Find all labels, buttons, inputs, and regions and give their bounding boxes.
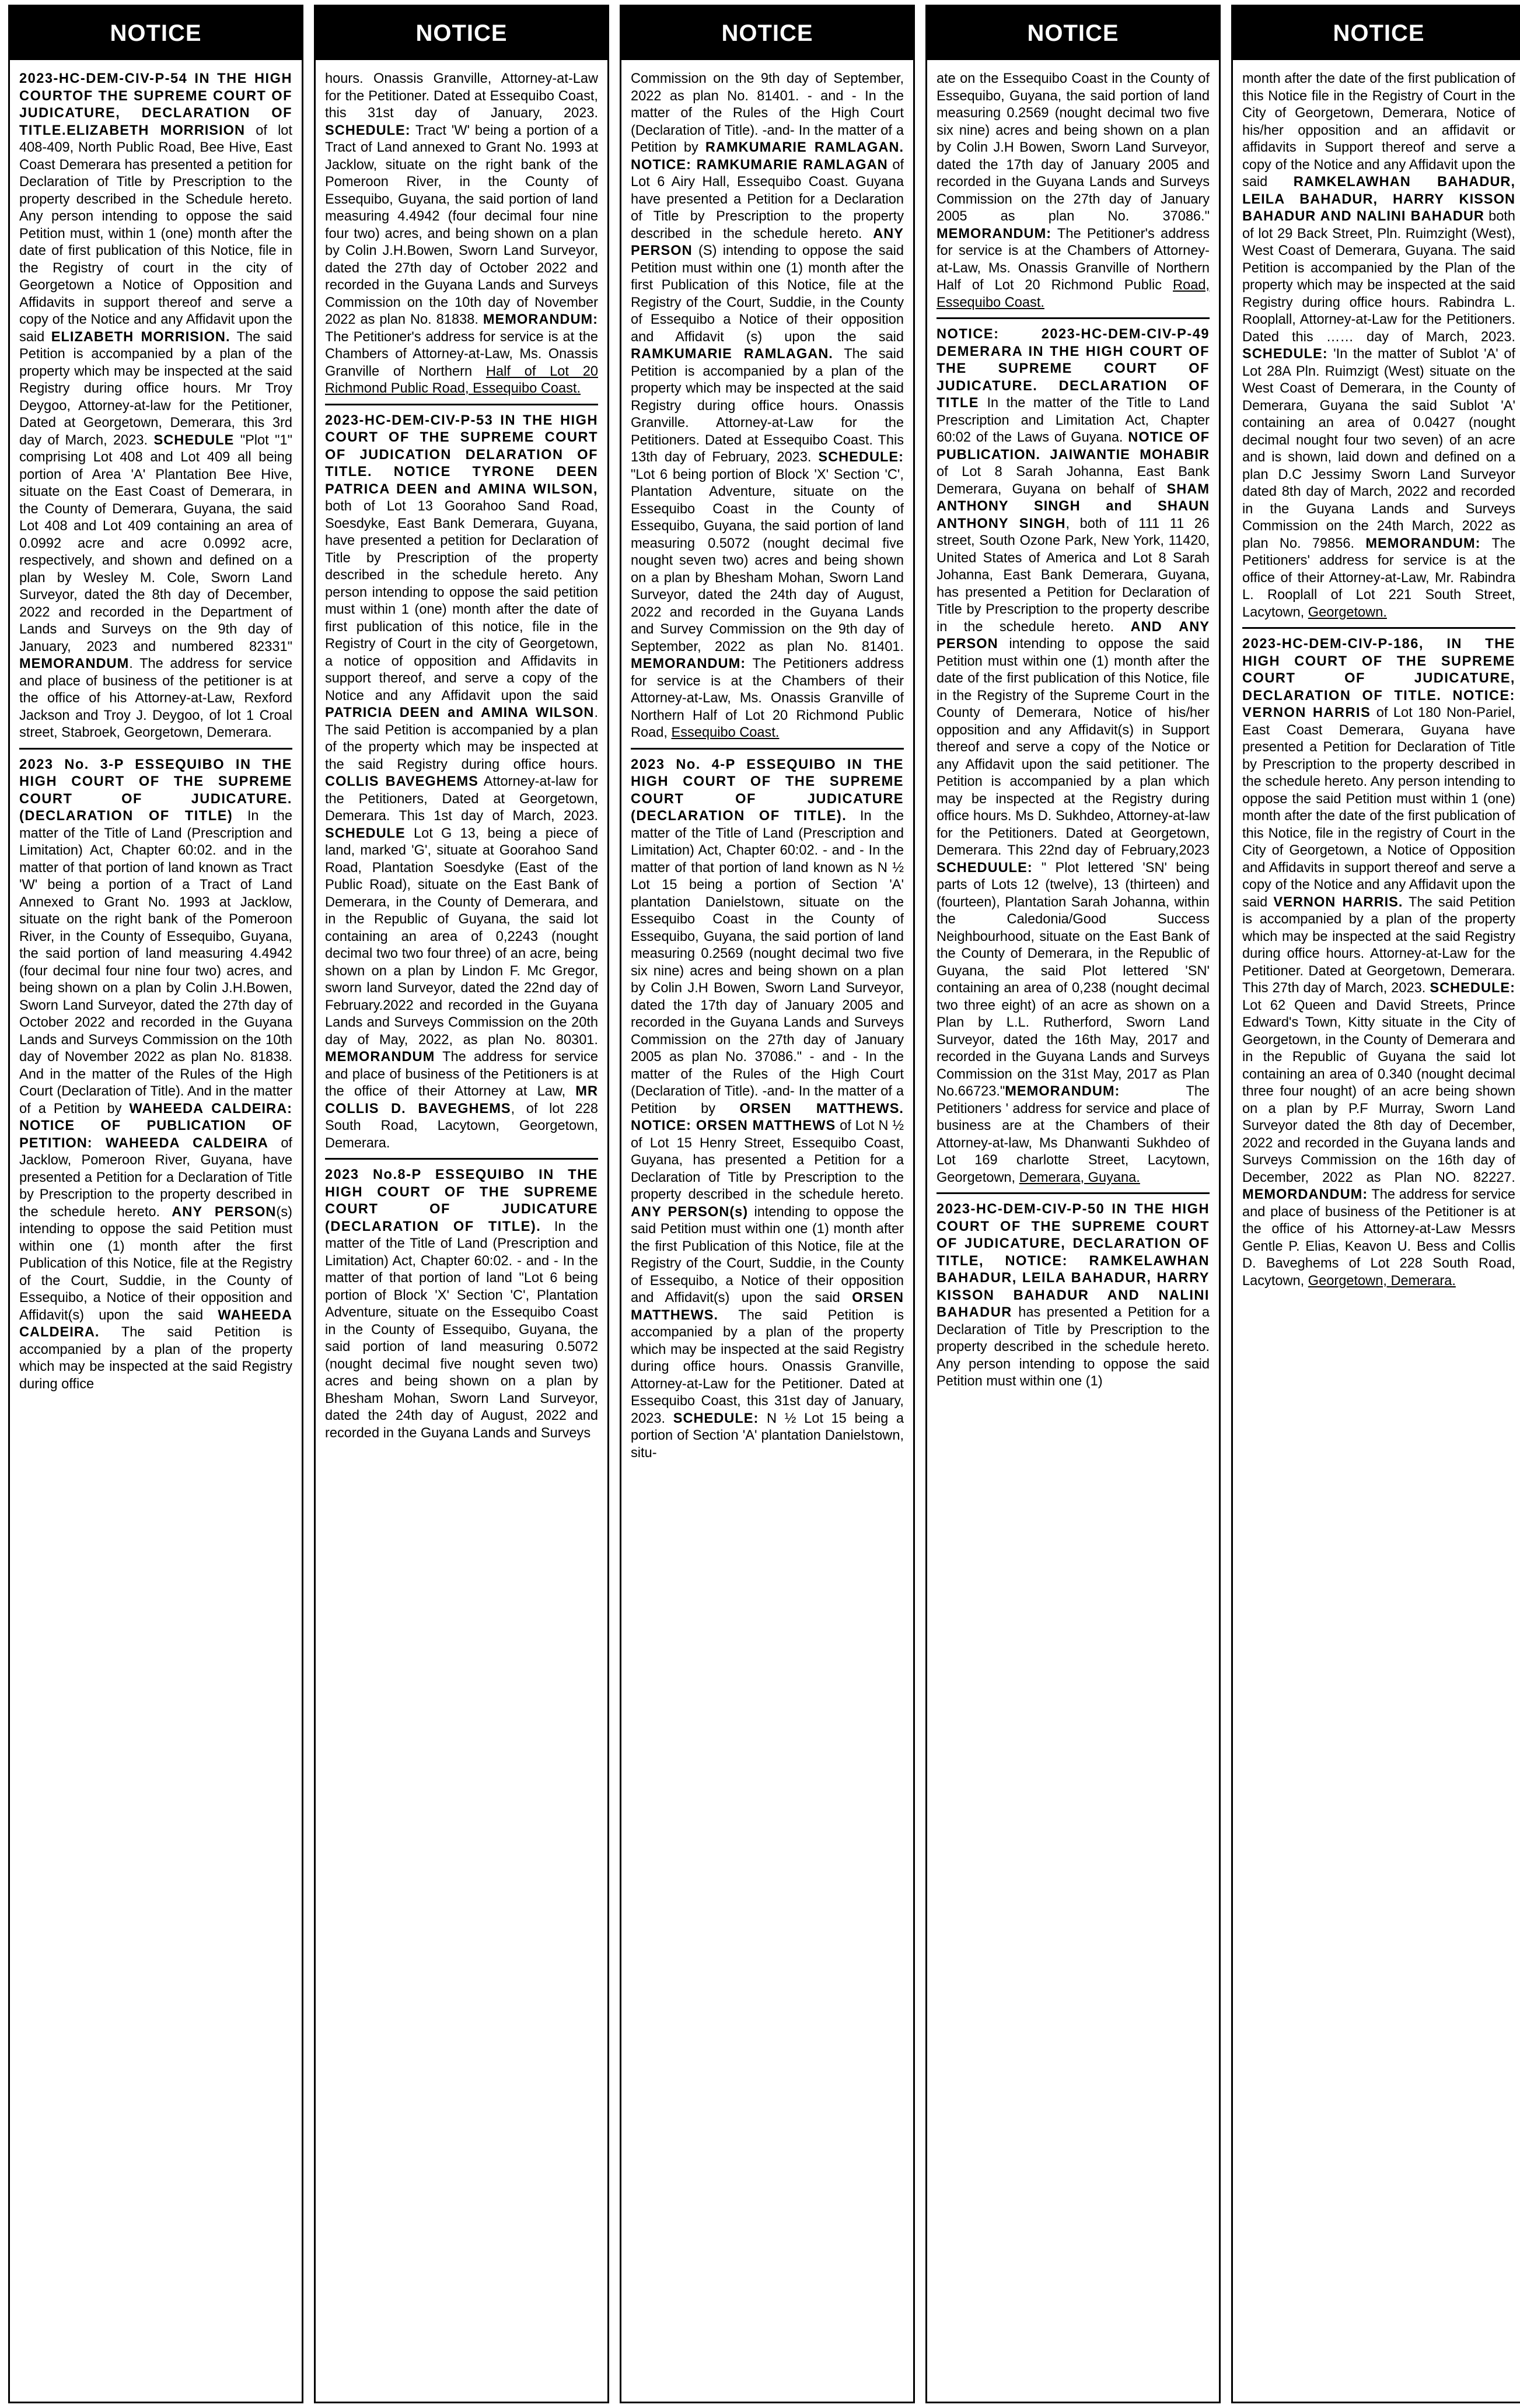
notice-run: Commission on the 9th day of September, 2022 as plan No. 81401. - and - In the matter of the Rules of the High Court (Declaration of Title). -and- In the matter of a Petition by bbox=[631, 71, 904, 155]
bold-term: SCHEDUULE: bbox=[937, 860, 1033, 876]
notice-title: NOTICE: 2023-HC-DEM-CIV-P-49 DEMERARA IN THE HIGH COURT OF THE SUPREME COURT OF JUDICATURE. DECLARATION OF TITLE bbox=[937, 327, 1210, 411]
notice-block bbox=[937, 71, 1210, 319]
notice-run: In the matter of the Title of Land (Prescription and Limitation) Act, Chapter 60:02. - and - In the matter of that portion of land known as N ½ Lot 15 being a portion of Section 'A' plantation Danielstown, situate on the Essequibo Coast in the County of Essequibo, Guyana, the said portion of land measuring 0.2569 (nought decimal two five six nine) acres and being shown on a plan by Colin J.H Bowen, Sworn Land Surveyor, dated the 17th day of January 2005 and recorded in the Guyana Lands and Surveys Commission on the 27th day of January 2005 as plan No. 37086." - and - In the matter of the Rules of the High Court (Declaration of Title). -and- In the matter of a Petition by bbox=[631, 808, 904, 1116]
notice-block bbox=[325, 71, 598, 405]
notice-run: Half of Lot 20 Richmond Public Road, Essequibo Coast. bbox=[325, 363, 599, 396]
notice-run: Road, Essequibo Coast. bbox=[937, 278, 1210, 310]
column-body bbox=[316, 60, 607, 1448]
notice-text bbox=[937, 71, 1210, 312]
bold-term: SCHEDULE: bbox=[673, 1410, 759, 1426]
notice-title: 2023 No. 3-P ESSEQUIBO IN THE HIGH COURT OF THE SUPREME COURT OF JUDICATURE. (DECLARATION OF TITLE) bbox=[19, 757, 292, 824]
column-body bbox=[927, 60, 1219, 1396]
bold-term: SCHEDULE bbox=[153, 432, 235, 448]
bold-term: MEMORANDUM: bbox=[631, 656, 746, 671]
notice-text bbox=[19, 71, 292, 742]
notice-run: Georgetown. bbox=[1308, 604, 1387, 620]
notice-run: In the matter of the Title of Land (Prescription and Limitation) Act, Chapter 60:02. - and - In the matter of that portion of land "Lot 6 being portion of Block 'X' Section 'C', Plantation Adventure, situate on the Essequibo Coast in the County of Essequibo, Guyana, the said portion of land measuring 0.5072 (nought decimal five nought seven two) acres and being shown on a plan by Bhesham Mohan, Sworn Land Surveyor, dated the 24th day of August, 2022 and recorded in the Guyana Lands and Surveys bbox=[325, 1219, 598, 1441]
notice-run: The address for service and place of business of the Petitioner is at the office of his Attorney-at-Law Messrs Gentle P. Elias, Keavon U. Bess and Collis D. Baveghems of Lot 228 South Road, Lacytown, bbox=[1242, 1187, 1515, 1289]
notice-block bbox=[19, 71, 292, 750]
notice-run: N ½ Lot 15 being a portion of Section 'A' plantation Danielstown, situ- bbox=[631, 1410, 904, 1461]
bold-term: SHAM ANTHONY SINGH and SHAUN ANTHONY SINGH bbox=[937, 481, 1210, 531]
column-header: NOTICE bbox=[316, 6, 607, 60]
bold-term: NOTICE OF PUBLICATION. JAIWANTIE MOHABIR bbox=[937, 430, 1210, 463]
notice-column-4 bbox=[925, 5, 1221, 2403]
notice-title: 2023 No. 4-P ESSEQUIBO IN THE HIGH COURT OF THE SUPREME COURT OF JUDICATURE (DECLARATION OF TITLE). bbox=[631, 757, 904, 824]
bold-term: COLLIS BAVEGHEMS bbox=[325, 774, 478, 789]
bold-term: WAHEEDA CALDEIRA: NOTICE OF PUBLICATION OF PETITION: WAHEEDA CALDEIRA bbox=[19, 1101, 292, 1151]
bold-term: MEMORANDUM: bbox=[1365, 536, 1481, 551]
notice-run: intending to oppose the said Petition must within one (1) month after the date of the first publication of this Notice, file in the Registry of the Supreme Court in the County of Demerara, Notice of his/her opposition and any Affidavit(s) in Support thereof and serve a copy of the Notice or any Affidavit upon the said petitioner. The Petition is accompanied by a plan which may be inspected at the Registry during office hours. Ms D. Sukhdeo, Attorney-at-law for the Petitioners. Dated at Georgetown, Demerara. This 22nd day of February,2023 bbox=[937, 636, 1210, 858]
notice-run: both of Lot 13 Goorahoo Sand Road, Soesdyke, East Bank Demerara, Guyana, have presented a petition for Declaration of Title by Prescription of the property described in the schedule hereto. Any person intending to oppose the said petition must within 1 (one) month after the date of first publication of this notice, file in the Registry of Court in the city of Georgetown, a notice of opposition and Affidavits in support thereof, and serve a copy of the Notice and any Affidavit upon the said bbox=[325, 499, 598, 704]
notice-text bbox=[631, 757, 904, 1462]
notice-run: The said Petition is accompanied by a plan of the property which may be inspected at the said Registry during office hours. Mr Troy Deygoo, Attorney-at-law for the Petitioner, Dated at Georgetown, Demerara, this 3rd day of March, 2023. bbox=[19, 329, 293, 448]
notice-run: (s) intending to oppose the said Petition must within one (1) month after the first Publication of this Notice, file at the Registry of the Court, Suddie, in the County of Essequibo, a Notice of their opposition and Affidavit(s) upon the said bbox=[19, 1204, 292, 1323]
bold-term: WAHEEDA CALDEIRA. bbox=[19, 1307, 292, 1340]
notice-text bbox=[1242, 71, 1515, 621]
notice-run: The said Petition is accompanied by a plan of the property which may be inspected at the said Registry during office hours. Onassis Granville. Attorney-at-Law for the Petitioners. Dated at Essequibo Coast. This 13th day of February, 2023. bbox=[631, 346, 904, 465]
notice-run: , both of 111 11 26 street, South Ozone Park, New York, 11420, United States of America and Lot 8 Sarah Johanna, East Bank Demerara, Guyana, has presented a Petition for Declaration of Title by Prescription to the property describe in the schedule hereto. bbox=[937, 516, 1210, 635]
notice-run: The Petitioner's address for service is at the Chambers of Attorney-at-Law, Ms. Onassis Granville of Northern Half of Lot 20 Richmond Public bbox=[937, 226, 1210, 293]
bold-term: SCHEDULE: bbox=[1430, 981, 1515, 996]
notice-run: hours. Onassis Granville, Attorney-at-Law for the Petitioner. Dated at Essequibo Coast, this 31st day of January, 2023. bbox=[325, 71, 598, 121]
notice-text bbox=[937, 1201, 1210, 1391]
notice-block bbox=[325, 412, 598, 1160]
notice-run: Georgetown, Demerara. bbox=[1308, 1273, 1456, 1289]
bold-term: MEMORANDUM: bbox=[1005, 1084, 1120, 1099]
notice-block bbox=[19, 757, 292, 1399]
notice-run: The Petitioners' address for service is at the office of their Attorney-at-Law, Mr. Rabindra L. Rooplall of Lot 221 South Street, Lacytown, bbox=[1242, 536, 1515, 620]
notice-run: "Plot "1" comprising Lot 408 and Lot 409 all being portion of Area 'A' Plantation Bee Hive, situate on the East Coast of Demerara, in the County of Demerara, Guyana, the said Lot 408 and Lot 409 containing an area of 0.0992 acre and acre 0.0992 acre, respectively, and shown and defined on a plan by Wesley M. Cole, Sworn Land Surveyor, dated the 8th day of December, 2022 and recorded in the Department of Lands and Surveys on the 9th day of January, 2023 and numbered 82331" bbox=[19, 432, 292, 654]
column-body bbox=[10, 60, 302, 1399]
notice-run: The Petitioners address for service is at the Chambers of their Attorney-at-Law, Ms. Onassis Granville of Northern Half of Lot 20 Richmond Public Road, bbox=[631, 656, 904, 740]
notice-run: of Lot 8 Sarah Johanna, East Bank Demerara, Guyana on behalf of bbox=[937, 464, 1210, 497]
column-header: NOTICE bbox=[1233, 6, 1520, 60]
notice-run: of Lot 6 Airy Hall, Essequibo Coast. Guyana have presented a Petition for a Declaration of Title by Prescription to the property described in the schedule hereto. bbox=[631, 157, 904, 242]
bold-term: ANY PERSON(s) bbox=[631, 1204, 749, 1220]
notice-title: 2023-HC-DEM-CIV-P-186, IN THE HIGH COURT OF THE SUPREME COURT OF JUDICATURE, DECLARATION OF TITLE. NOTICE: VERNON HARRIS bbox=[1242, 636, 1515, 720]
notice-run: both of lot 29 Back Street, Pln. Ruimzight (West), West Coast of Demerara, Guyana. The said Petition is accompanied by the Plan of the property which may be inspected at the said Registry during office hours. Rabindra L. Rooplall, Attorney-at-Law for the Petitioners. Dated this …… day of March, 2023. bbox=[1242, 209, 1515, 345]
bold-term: ANY PERSON bbox=[631, 226, 904, 258]
bold-term: RAMKELAWHAN BAHADUR, LEILA BAHADUR, HARRY KISSON BAHADUR AND NALINI BAHADUR bbox=[1242, 174, 1516, 224]
bold-term: PATRICIA DEEN and AMINA WILSON bbox=[325, 705, 595, 720]
bold-term: MEMORDANDUM: bbox=[1242, 1187, 1368, 1202]
notice-block bbox=[1242, 71, 1515, 629]
notice-block bbox=[1242, 636, 1515, 1296]
bold-term: SCHEDULE: bbox=[1242, 346, 1328, 362]
bold-term: SCHEDULE bbox=[325, 825, 406, 841]
bold-term: ELIZABETH MORRISION. bbox=[51, 329, 230, 345]
notice-run: Essequibo Coast. bbox=[671, 725, 780, 740]
notice-run: . The address for service and place of business of the petitioner is at the office of his Attorney-at-Law, Rexford Jackson and Troy J. Deygoo, of lot 1 Croal street, Stabroek, Georgetown, Demerara. bbox=[19, 656, 292, 740]
notice-run: The Petitioners ' address for service and place of business are at the Chambers of their Attorney-at-law, Ms Dhanwanti Sukhdeo of Lot 169 charlotte Street, Lacytown, Georgetown, bbox=[937, 1084, 1210, 1185]
notice-run: , of lot 228 South Road, Lacytown, Georgetown, Demerara. bbox=[325, 1101, 598, 1151]
notice-run: month after the date of the first publication of this Notice file in the Registry of Court in the City of Georgetown, Demerara, Notice of his/her opposition and an affidavit or affidavits in Support thereof and serve a copy of the Notice and any Affidavit upon the said bbox=[1242, 71, 1515, 190]
bold-term: ANY PERSON bbox=[172, 1204, 277, 1220]
notice-column-3 bbox=[620, 5, 915, 2403]
bold-term: ELIZABETH MORRISION bbox=[67, 123, 245, 138]
notice-run: "Lot 6 being portion of Block 'X' Section 'C', Plantation Adventure, situate on the Essequibo Coast in the County of Essequibo, Guyana, the said portion of land measuring 0.5072 (nought decimal five nought seven two) acres and being shown on a plan by Bhesham Mohan, Sworn Land Surveyor, dated the 24th day of August, 2022 and recorded in the Guyana Lands and Survey Commission on the 9th day of September, 2022 as plan No. 81401. bbox=[631, 467, 904, 654]
notice-run: Lot G 13, being a piece of land, marked 'G', situate at Goorahoo Sand Road, Plantation Soesdyke (East of the Public Road), situate on the East Bank of Demerara, in the County of Demerara, and in the Republic of Guyana, the said lot containing an area of 0,2243 (nought decimal two two four three) of an acre, being shown on a plan by Lindon F. Mc Gregor, sworn land Surveyor, dated the 22nd day of February.2022 and recorded in the Guyana Lands and Surveys Commission on the 20th day of May, 2022, as plan No. 80301. bbox=[325, 825, 598, 1048]
notice-run: The said Petition is accompanied by a plan of the property which may be inspected at the said Registry during office bbox=[19, 1325, 292, 1392]
notice-block bbox=[325, 1167, 598, 1448]
notice-block bbox=[631, 757, 904, 1468]
notice-column-2 bbox=[314, 5, 609, 2403]
bold-term: MR COLLIS D. BAVEGHEMS bbox=[325, 1084, 598, 1116]
notice-text bbox=[325, 71, 598, 398]
bold-term: AND ANY PERSON bbox=[937, 619, 1210, 652]
column-body bbox=[621, 60, 913, 1468]
notice-run: 'In the matter of Sublot 'A' of Lot 28A Pln. Ruimzigt (West) situate on the West Coast of Demerara, in the County of Demerara, Guyana the said Sublot 'A' containing an area of 0.0427 (nought decimal nought four two seven) of an acre and is shown, laid down and defined on a plan D.C Jessimy Sworn Land Surveyor dated 8th day of March, 2022 and recorded in the Guyana Lands and Surveys Commission on the 24th March, 2022 as plan No. 79856. bbox=[1242, 346, 1515, 551]
bold-term: MEMORANDUM: bbox=[937, 226, 1052, 242]
notice-text bbox=[325, 1167, 598, 1442]
notice-run: intending to oppose the said Petition must within one (1) month after the first Publication of this Notice, file at the Registry of the Court, Suddie, in the County of Essequibo, a Notice of their opposition and Affidavit(s) upon the said bbox=[631, 1204, 904, 1306]
notice-text bbox=[937, 326, 1210, 1186]
notice-run: The said Petition is accompanied by a plan of the property which may be inspected at the said Registry during office hours. Onassis Granville, Attorney-at-Law for the Petitioner. Dated at Essequibo Coast, this 31st day of January, 2023. bbox=[631, 1307, 904, 1426]
notice-run: In the matter of the Title to Land Prescription and Limitation Act, Chapter 60:02 of the Laws of Guyana. bbox=[937, 396, 1210, 445]
notice-run: " Plot lettered 'SN' being parts of Lots 12 (twelve), 13 (thirteen) and (fourteen), Plantation Sarah Johanna, within the Caledonia/Good Success Neighbourhood, situate on the East Bank of the County of Demerara, in the Republic of Guyana, the said Plot lettered 'SN' containing an area of 0,238 (nought decimal two three eight) of an acre as shown on a Plan by L.L. Rutherford, Sworn Land Surveyor, dated the 16th May, 2017 and recorded in the Guyana Lands and Surveys Commission on the 31st May, 2017 as Plan No.66723." bbox=[937, 860, 1210, 1099]
bold-term: RAMKUMARIE RAMLAGAN. bbox=[631, 346, 833, 362]
bold-term: VERNON HARRIS. bbox=[1273, 894, 1403, 910]
bold-term: MEMORANDUM bbox=[19, 656, 130, 671]
notice-run: Lot 62 Queen and David Streets, Prince Edward's Town, Kitty situate in the City of Georgetown, in the County of Demerara and in the Republic of Guyana the said lot containing an area of 0.340 (nought decimal three four nought) of an acre being shown on a plan by P.F Murray, Sworn Land Surveyor dated the 8th day of December, 2022 and recorded in the Guyana lands and Surveys Commission on the 16th day of December, 2022 as Plan NO. 82227. bbox=[1242, 998, 1515, 1185]
notice-block bbox=[631, 71, 904, 750]
notice-text bbox=[631, 71, 904, 742]
notice-title: 2023-HC-DEM-CIV-P-50 IN THE HIGH COURT OF THE SUPREME COURT OF JUDICATURE, DECLARATION OF TITLE, NOTICE: RAMKELAWHAN BAHADUR, LEILA BAHADUR, HARRY KISSON BAHADUR AND NALINI BAHADUR bbox=[937, 1202, 1210, 1320]
column-header: NOTICE bbox=[10, 6, 302, 60]
bold-term: MEMORANDUM: bbox=[483, 312, 598, 327]
notice-title: 2023-HC-DEM-CIV-P-53 IN THE HIGH COURT OF THE SUPREME COURT OF JUDICATION DELARATION OF TITLE. NOTICE TYRONE DEEN PATRICA DEEN and AMINA WILSON, bbox=[325, 412, 598, 497]
notice-column-5 bbox=[1231, 5, 1520, 2403]
bold-term: SCHEDULE: bbox=[325, 123, 411, 138]
notice-run: has presented a Petition for a Declaration of Title by Prescription to the property described in the schedule hereto. Any person intending to oppose the said Petition must within one (1) bbox=[937, 1305, 1210, 1389]
column-body bbox=[1233, 60, 1520, 1296]
bold-term: ORSEN MATTHEWS. bbox=[631, 1290, 904, 1323]
notice-text bbox=[19, 757, 292, 1394]
notice-text bbox=[1242, 636, 1515, 1290]
notice-block bbox=[937, 326, 1210, 1194]
notice-run: of Lot N ½ of Lot 15 Henry Street, Essequibo Coast, Guyana, has presented a Petition for a Declaration of Title by Prescription to the property described in the schedule hereto. bbox=[631, 1118, 904, 1202]
notice-title: 2023 No.8-P ESSEQUIBO IN THE HIGH COURT OF THE SUPREME COURT OF JUDICATURE (DECLARATION OF TITLE). bbox=[325, 1167, 598, 1234]
notice-run: (S) intending to oppose the said Petition must within one (1) month after the first Publication of this Notice, file at the Registry of the Court, Suddie, in the County of Essequibo a Notice of their opposition and Affidavit (s) upon the said bbox=[631, 243, 904, 345]
notice-run: ate on the Essequibo Coast in the County of Essequibo, Guyana, the said portion of land measuring 0.2569 (nought decimal two five six nine) acres and being shown on a plan by Colin J.H Bowen, Sworn Land Surveyor, dated the 17th day of January 2005 and recorded in the Guyana Lands and Surveys Commission on the 27th day of January 2005 as plan No. 37086." bbox=[937, 71, 1210, 224]
notice-block bbox=[937, 1201, 1210, 1396]
bold-term: MEMORANDUM bbox=[325, 1049, 435, 1065]
notice-run: of lot 408-409, North Public Road, Bee Hive, East Coast Demerara has presented a petition for Declaration of Title by Prescription to the property described in the Schedule hereto. Any person intending to oppose the said Petition must, within 1 (one) month after the date of first publication of this Notice, file in the Registry of court in the city of Georgetown a Notice of Opposition and Affidavits in support thereof and serve a copy of the Notice and any Affidavit upon the said bbox=[19, 123, 292, 345]
notice-run: Tract 'W' being a portion of a Tract of Land annexed to Grant No. 1993 at Jacklow, situate on the right bank of the Pomeroon River, in the County of Essequibo, Guyana, the said portion of land measuring 4.4942 (four decimal four nine four two) acres, and being shown on a plan by Colin J.H.Bowen, Sworn Land Surveyor, dated the 27th day of October 2022 and recorded in the Guyana Lands and Surveys Commission on the 10th day of November 2022 as plan No. 81838. bbox=[325, 123, 598, 327]
notice-run: The address for service and place of business of the Petitioners is at the office of their Attorney at Law, bbox=[325, 1049, 598, 1099]
notice-run: of Lot 180 Non-Pariel, East Coast Demerara, Guyana have presented a Petition for Declaration of Title by Prescription to the property described in the schedule hereto. Any person intending to oppose the said Petition must within 1 (one) month after the date of the first publication of this Notice, file in the registry of Court in the City of Georgetown, a Notice of Opposition and Affidavits in support thereof and serve a copy of the Notice and any Affidavit upon the said bbox=[1242, 705, 1515, 910]
column-header: NOTICE bbox=[621, 6, 913, 60]
notice-run: of Jacklow, Pomeroon River, Guyana, have presented a Petition for a Declaration of Title by Prescription to the property described in the schedule hereto. bbox=[19, 1135, 292, 1220]
bold-term: ORSEN MATTHEWS. NOTICE: ORSEN MATTHEWS bbox=[631, 1101, 904, 1133]
notice-run: Attorney-at-law for the Petitioners, Dated at Georgetown, Demerara. This 1st day of March, 2023. bbox=[325, 774, 598, 824]
notice-run: The said Petition is accompanied by a plan of the property which may be inspected at the said Registry during office hours. Attorney-at-Law for the Petitioner. Dated at Georgetown, Demerara. This 27th day of March, 2023. bbox=[1242, 894, 1516, 996]
notice-title: 2023-HC-DEM-CIV-P-54 IN THE HIGH COURTOF THE SUPREME COURT OF JUDICATURE, DECLARATION OF TITLE. bbox=[19, 71, 292, 138]
bold-term: RAMKUMARIE RAMLAGAN. NOTICE: RAMKUMARIE RAMLAGAN bbox=[631, 140, 904, 173]
column-header: NOTICE bbox=[927, 6, 1219, 60]
notice-run: The Petitioner's address for service is at the Chambers of Attorney-at-Law, Ms. Onassis Granville of Northern bbox=[325, 329, 598, 379]
notice-column-1 bbox=[8, 5, 303, 2403]
notice-run: . The said Petition is accompanied by a plan of the property which may be inspected at the said Registry during office hours. bbox=[325, 705, 598, 772]
notice-text bbox=[325, 412, 598, 1153]
notice-run: In the matter of the Title of Land (Prescription and Limitation) Act, Chapter 60:02. and in the matter of that portion of land known as Tract 'W' being a portion of a Tract of Land Annexed to Grant No. 1993 at Jacklow, situate on the right bank of the Pomeroon River, in the County of Essequibo, Guyana, the said portion of land measuring 4.4942 (four decimal four nine four two) acres, and being shown on a plan by Colin J.H.Bowen, Sworn Land Surveyor, dated the 27th day of October 2022 and recorded in the Guyana Lands and Surveys Commission on the 10th day of November 2022 as plan No. 81838. And in the matter of the Rules of the High Court (Declaration of Title). And in the matter of a Petition by bbox=[19, 808, 292, 1116]
bold-term: SCHEDULE: bbox=[818, 450, 904, 465]
notice-run: Demerara, Guyana. bbox=[1019, 1170, 1140, 1185]
